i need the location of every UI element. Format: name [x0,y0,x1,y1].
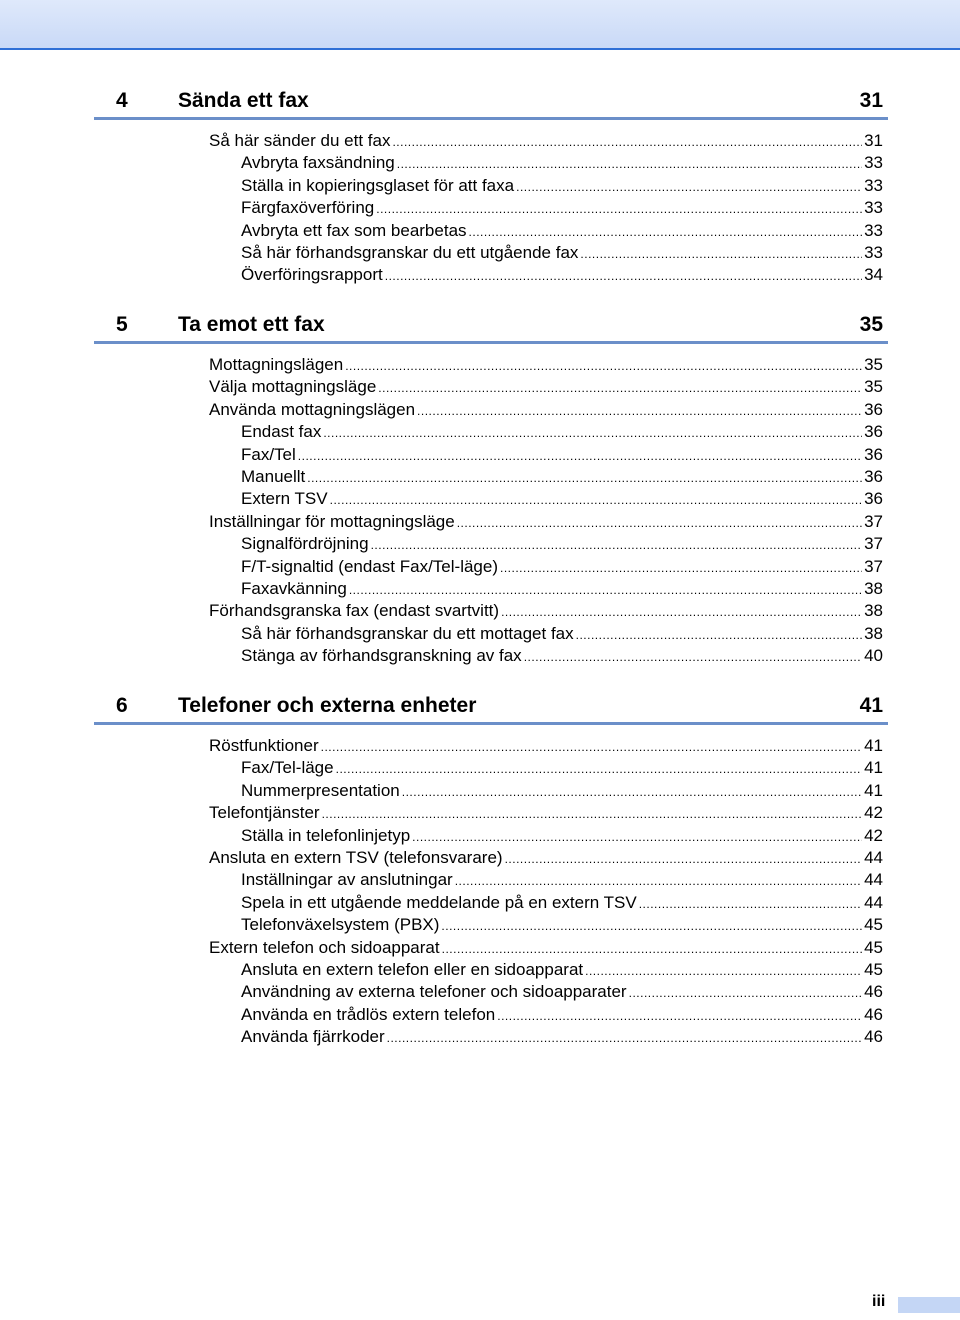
entry-page: 41 [864,758,883,778]
chapter-heading[interactable] [94,85,888,120]
toc-entry[interactable] [94,488,888,510]
entry-label: Fax/Tel-läge [241,758,334,778]
entry-page: 37 [864,534,883,554]
toc-entry[interactable] [94,578,888,600]
chapter-title: Sända ett fax [178,89,309,112]
dot-leader [371,534,862,556]
entry-label: Stänga av förhandsgranskning av fax [241,646,522,666]
entry-label: Ställa in kopieringsglaset för att faxa [241,175,515,195]
chapter-heading[interactable] [94,309,888,344]
entry-page: 38 [864,623,883,643]
dot-leader [505,848,863,870]
dot-leader [330,489,862,511]
toc-entry[interactable] [94,600,888,622]
entry-page: 34 [864,265,883,285]
entry-label: Telefonväxelsystem (PBX) [241,915,440,935]
entry-label: Färgfaxöverföring [241,198,375,218]
entry-page: 38 [864,578,883,598]
entry-label: Nummerpresentation [241,780,400,800]
chapter-section [94,690,888,1048]
entry-label: Manuellt [241,466,306,486]
toc-entry[interactable] [94,623,888,645]
dot-leader [392,131,862,153]
toc-entry[interactable] [94,869,888,891]
entry-label: Förhandsgranska fax (endast svartvitt) [209,601,500,621]
entry-label: Ansluta en extern telefon eller en sidoapparat [241,959,584,979]
dot-leader [322,803,863,825]
toc-entry[interactable] [94,1004,888,1026]
toc-entry[interactable] [94,511,888,533]
entry-page: 33 [864,198,883,218]
dot-leader [455,870,862,892]
toc-entry[interactable] [94,354,888,376]
entry-page: 36 [864,466,883,486]
entry-label: Röstfunktioner [209,736,319,755]
entry-page: 45 [864,937,883,957]
entry-page: 42 [864,803,883,823]
entry-list [94,130,888,287]
page-number: iii [872,1293,886,1310]
toc-entry[interactable] [94,981,888,1003]
entry-label: Inställningar för mottagningsläge [209,511,455,531]
dot-leader [387,1027,862,1049]
entry-page: 45 [864,959,883,979]
toc-entry[interactable] [94,959,888,981]
chapter-number: 5 [116,313,128,336]
dot-leader [376,198,862,220]
entry-label: Ansluta en extern TSV (telefonsvarare) [209,847,503,867]
entry-page: 44 [864,847,883,867]
entry-page: 36 [864,489,883,509]
entry-label: Så här förhandsgranskar du ett utgående fax [241,242,579,262]
entry-label: Ställa in telefonlinjetyp [241,825,411,845]
toc-entry[interactable] [94,466,888,488]
toc-entry[interactable] [94,220,888,242]
entry-page: 37 [864,511,883,531]
dot-leader [639,893,862,915]
entry-label: Spela in ett utgående meddelande på en extern TSV [241,892,637,912]
chapter-section [94,85,888,287]
footer-tab [898,1297,960,1313]
toc-entry[interactable] [94,847,888,869]
chapter-page: 35 [859,313,883,336]
dot-leader [469,221,863,243]
entry-label: Faxavkänning [241,578,347,598]
toc-entry[interactable] [94,399,888,421]
entry-page: 46 [864,1027,883,1047]
dot-leader [385,265,862,287]
dot-leader [378,377,862,399]
entry-page: 46 [864,982,883,1002]
dot-leader [336,758,862,780]
entry-label: Använda mottagningslägen [209,399,416,419]
chapter-title: Telefoner och externa enheter [178,694,477,717]
dot-leader [349,579,862,601]
entry-label: Överföringsrapport [241,265,383,285]
entry-page: 36 [864,422,883,442]
entry-label: Signalfördröjning [241,534,369,554]
dot-leader [345,355,862,377]
toc-entry[interactable] [94,421,888,443]
entry-label: Välja mottagningsläge [209,377,377,397]
entry-page: 45 [864,915,883,935]
toc-entry[interactable] [94,892,888,914]
entry-label: Avbryta ett fax som bearbetas [241,220,467,240]
dot-leader [576,624,862,646]
entry-page: 44 [864,892,883,912]
header-band [0,0,960,50]
entry-list [94,735,888,1048]
entry-page: 36 [864,444,883,464]
toc-entry[interactable] [94,735,888,757]
chapter-section [94,309,888,667]
dot-leader [497,1005,862,1027]
entry-label: Så här förhandsgranskar du ett mottaget fax [241,623,574,643]
dot-leader [629,982,862,1004]
entry-page: 42 [864,825,883,845]
toc-entry[interactable] [94,264,888,286]
entry-label: Avbryta faxsändning [241,153,395,173]
dot-leader [441,915,862,937]
chapter-title: Ta emot ett fax [178,313,325,336]
entry-page: 35 [864,355,883,374]
entry-page: 31 [864,131,883,150]
entry-label: Extern TSV [241,489,328,509]
chapter-page: 41 [859,694,883,717]
entry-page: 33 [864,220,883,240]
dot-leader [585,960,862,982]
dot-leader [524,646,862,668]
entry-label: Användning av externa telefoner och sidoapparater [241,982,627,1002]
dot-leader [412,826,862,848]
toc-entry[interactable] [94,1026,888,1048]
toc-entry[interactable] [94,937,888,959]
toc-entry[interactable] [94,825,888,847]
entry-label: Endast fax [241,422,322,442]
entry-label: Använda en trådlös extern telefon [241,1004,496,1024]
toc-entry[interactable] [94,802,888,824]
entry-list [94,354,888,667]
entry-page: 46 [864,1004,883,1024]
entry-page: 41 [864,780,883,800]
toc-entry[interactable] [94,556,888,578]
toc-entry[interactable] [94,130,888,152]
toc-entry[interactable] [94,175,888,197]
toc-entry[interactable] [94,152,888,174]
dot-leader [442,938,862,960]
toc-entry[interactable] [94,242,888,264]
entry-page: 36 [864,399,883,419]
toc-entry[interactable] [94,757,888,779]
entry-page: 33 [864,175,883,195]
entry-label: F/T-signaltid (endast Fax/Tel-läge) [241,556,498,576]
toc-entry[interactable] [94,914,888,936]
dot-leader [402,781,862,803]
chapter-page: 31 [859,89,883,112]
entry-page: 33 [864,153,883,173]
dot-leader [307,467,862,489]
toc-entry[interactable] [94,444,888,466]
entry-label: Extern telefon och sidoapparat [209,937,440,957]
toc-entry[interactable] [94,197,888,219]
entry-label: Fax/Tel [241,444,296,464]
dot-leader [298,445,862,467]
entry-page: 35 [864,377,883,397]
entry-page: 38 [864,601,883,621]
toc-entry[interactable] [94,645,888,667]
dot-leader [323,422,862,444]
dot-leader [417,400,862,422]
entry-page: 40 [864,646,883,666]
dot-leader [501,601,862,623]
toc-entry[interactable] [94,376,888,398]
dot-leader [516,176,862,198]
chapter-number: 4 [116,89,128,112]
entry-label: Telefontjänster [209,803,320,823]
entry-label: Mottagningslägen [209,355,344,374]
dot-leader [580,243,862,265]
entry-page: 41 [864,736,883,755]
entry-label: Så här sänder du ett fax [209,131,391,150]
toc-entry[interactable] [94,780,888,802]
dot-leader [457,512,862,534]
entry-label: Inställningar av anslutningar [241,870,453,890]
dot-leader [397,153,862,175]
entry-page: 37 [864,556,883,576]
entry-label: Använda fjärrkoder [241,1027,385,1047]
entry-page: 44 [864,870,883,890]
dot-leader [321,736,862,758]
chapter-number: 6 [116,694,128,717]
toc-entry[interactable] [94,533,888,555]
entry-page: 33 [864,242,883,262]
dot-leader [500,557,862,579]
chapter-heading[interactable] [94,690,888,725]
